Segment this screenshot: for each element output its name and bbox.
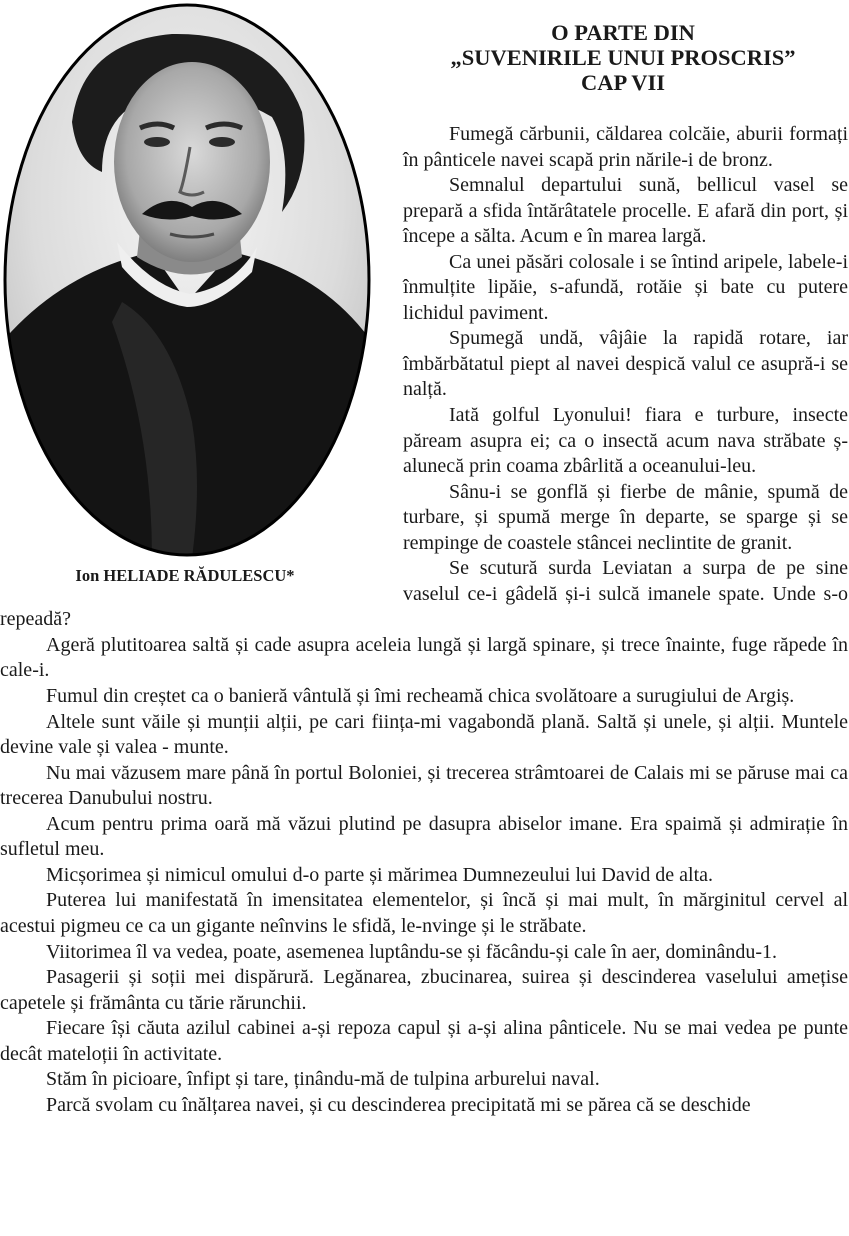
paragraph: Parcă svolam cu înălțarea navei, și cu descinderea precipitată mi se părea că se deschide bbox=[46, 1093, 751, 1116]
paragraph: Semnalul departului sună, bellicul vasel se prepară a sfida întărâtatele procelle. E afară din port, și începe a sălta. Acum e în marea largă. bbox=[403, 174, 848, 248]
paragraph: Nu mai văzusem mare până în portul Boloniei, și trecerea strâmtoarei de Calais mi se păruse mai ca trecerea Danubului nostru. bbox=[0, 761, 848, 810]
title-line-3: CAP VII bbox=[581, 70, 665, 95]
paragraph: Stăm în picioare, înfipt și tare, ținându-mă de tulpina arburelui naval. bbox=[46, 1068, 600, 1091]
paragraph: Se scutură surda Leviatan a surpa de pe sine vaselul ce-i gâdelă și-i sulcă imanele spate. Unde s-o repeadă? bbox=[0, 557, 848, 631]
paragraph: Ageră plutitoarea saltă și cade asupra aceleia lungă și largă spinare, și trece înainte, fuge răpede în cale-i. bbox=[0, 633, 848, 682]
paragraph: Sânu-i se gonflă și fierbe de mânie, spumă de turbare, și spumă merge în departe, se sparge și se rempinge de coastele stâncei neclintite de granit. bbox=[403, 480, 848, 554]
paragraph: Pasagerii și soții mei dispărură. Legănarea, zbucinarea, suirea și descinderea vaselului amețise capetele și frământa cu tărie rărunchii. bbox=[0, 966, 848, 1014]
paragraph: Puterea lui manifestată în imensitatea elementelor, și încă și mai mult, în mărginitul cervel al acestui pigmeu ce ca un gigante neînvins le sfidă, le-nvinge și le străbate. bbox=[0, 889, 848, 937]
paragraph: Fiecare își căuta azilul cabinei a-și repoza capul și a-și alina pânticele. Nu se mai vedea pe punte decât mateloții în activitate. bbox=[0, 1017, 848, 1065]
paragraph: Spumegă undă, vâjâie la rapidă rotare, iar îmbărbătatul piept al navei despică valul ce asupră-i se nalță. bbox=[403, 327, 848, 401]
paragraph: Fumul din creștet ca o banieră vântulă și îmi recheamă chica svolătoare a surugiului de Argiș. bbox=[46, 685, 795, 708]
paragraph: Ca unei păsări colosale i se întind aripele, labele-i înmulțite lipăie, s-afundă, rotăie și bate cu putere lichidul paviment. bbox=[403, 250, 848, 324]
title-line-1: O PARTE DIN bbox=[551, 20, 695, 45]
paragraph: Iată golful Lyonului! fiara e turbure, insecte păream asupra ei; ca o insectă acum nava străbate ș-alunecă prin coama zbârlită a oceanului-leu. bbox=[403, 404, 848, 478]
paragraph: Micșorimea și nimicul omului d-o parte și mărimea Dumnezeului lui David de alta. bbox=[46, 863, 714, 886]
title-line-2: „SUVENIRILE UNUI PROSCRIS” bbox=[450, 45, 796, 70]
article-title bbox=[398, 20, 848, 95]
paragraph: Viitorimea îl va vedea, poate, asemenea luptându-se și făcându-și cale în aer, dominându-1. bbox=[46, 940, 778, 963]
portrait-caption: Ion HELIADE RĂDULESCU* bbox=[75, 566, 295, 585]
portrait-float-spacer bbox=[0, 122, 403, 597]
paragraph: Fumegă cărbunii, căldarea colcăie, aburii formați în pânticele navei scapă prin nările-i de bronz. bbox=[403, 123, 848, 171]
article-body bbox=[0, 122, 848, 1118]
paragraph: Altele sunt văile și munții alții, pe cari ființa-mi vagabondă plană. Saltă și unele, și alții. Muntele devine vale și valea - munte. bbox=[0, 710, 848, 759]
paragraph: Acum pentru prima oară mă văzui plutind pe dasupra abiselor imane. Era spaimă și admirație în sufletul meu. bbox=[0, 812, 848, 861]
